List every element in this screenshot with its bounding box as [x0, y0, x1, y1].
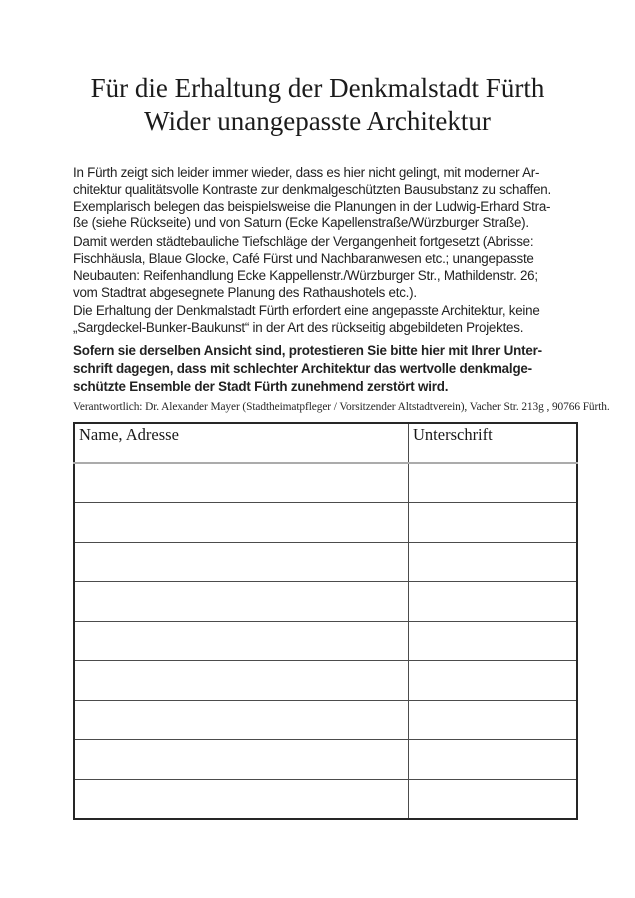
table-row [74, 503, 577, 543]
table-row [74, 542, 577, 582]
name-address-cell [74, 740, 409, 780]
paragraph-line: Sofern sie derselben Ansicht sind, protestieren Sie bitte hier mit Ihrer Unter- [73, 342, 542, 358]
name-address-cell [74, 463, 409, 503]
table-row [74, 621, 577, 661]
paragraph-line: schützte Ensemble der Stadt Fürth zunehmend zerstört wird. [73, 378, 449, 394]
paragraph-line: Neubauten: Reifenhandlung Ecke Kappellenstr./Würzburger Str., Mathildenstr. 26; [73, 267, 538, 283]
name-address-cell [74, 621, 409, 661]
paragraph-line: Fischhäusla, Blaue Glocke, Café Fürst und Nachbaranwesen etc.; unangepasste [73, 250, 534, 266]
signature-cell [409, 740, 578, 780]
name-address-cell [74, 700, 409, 740]
table-row [74, 700, 577, 740]
document-title-line-1: Für die Erhaltung der Denkmalstadt Fürth [90, 73, 545, 103]
paragraph-line: schrift dagegen, dass mit schlechter Architektur das wertvolle denkmalge- [73, 360, 532, 376]
table-row [74, 661, 577, 701]
responsible-credit-line: Verantwortlich: Dr. Alexander Mayer (Stadtheimatpfleger / Vorsitzender Altstadtverein), Vacher Str. 213g , 90766 Fürth. [73, 400, 610, 413]
table-row [74, 582, 577, 622]
signature-table-body [74, 463, 577, 820]
intro-paragraph [73, 165, 565, 232]
signature-cell [409, 503, 578, 543]
paragraph-line: In Fürth zeigt sich leider immer wieder, dass es hier nicht gelingt, mit moderner Ar- [73, 165, 540, 180]
signature-cell [409, 582, 578, 622]
name-address-cell [74, 503, 409, 543]
table-row [74, 779, 577, 819]
signature-table-head [74, 423, 577, 463]
examples-paragraph [73, 234, 565, 301]
signature-cell [409, 621, 578, 661]
signature-cell [409, 779, 578, 819]
signature-table [73, 422, 578, 821]
signature-cell [409, 700, 578, 740]
paragraph-line: Exemplarisch belegen das beispielsweise die Planungen in der Ludwig-Erhard Stra- [73, 198, 551, 214]
name-address-cell [74, 661, 409, 701]
paragraph-line: Damit werden städtebauliche Tiefschläge der Vergangenheit fortgesetzt (Abrisse: [73, 234, 534, 250]
paragraph-line: Die Erhaltung der Denkmalstadt Fürth erfordert eine angepasste Architektur, keine [73, 303, 540, 319]
signature-table-header-row [74, 423, 577, 463]
paragraph-line: ße (siehe Rückseite) und von Saturn (Ecke Kapellenstraße/Würzburger Straße). [73, 215, 529, 231]
document-title-line-2: Wider unangepasste Architektur [144, 106, 491, 136]
table-row [74, 463, 577, 503]
name-address-cell [74, 582, 409, 622]
paragraph-line: „Sargdeckel-Bunker-Baukunst“ in der Art des rückseitig abgebildeten Projektes. [73, 320, 524, 336]
document-body [73, 165, 610, 820]
signature-cell [409, 661, 578, 701]
paragraph-line: vom Stadtrat abgesegnete Planung des Rathaushotels etc.). [73, 284, 417, 300]
document-title [0, 72, 635, 138]
signature-cell [409, 463, 578, 503]
name-address-cell [74, 779, 409, 819]
signature-header: Unterschrift [409, 423, 578, 463]
demand-paragraph [73, 303, 565, 337]
signature-cell [409, 542, 578, 582]
name-address-cell [74, 542, 409, 582]
table-row [74, 740, 577, 780]
paragraph-line: chitektur qualitätsvolle Kontraste zur denkmalgeschützten Bausubstanz zu schaffen. [73, 181, 551, 197]
name-address-header: Name, Adresse [74, 423, 409, 463]
protest-call-paragraph [73, 342, 565, 396]
